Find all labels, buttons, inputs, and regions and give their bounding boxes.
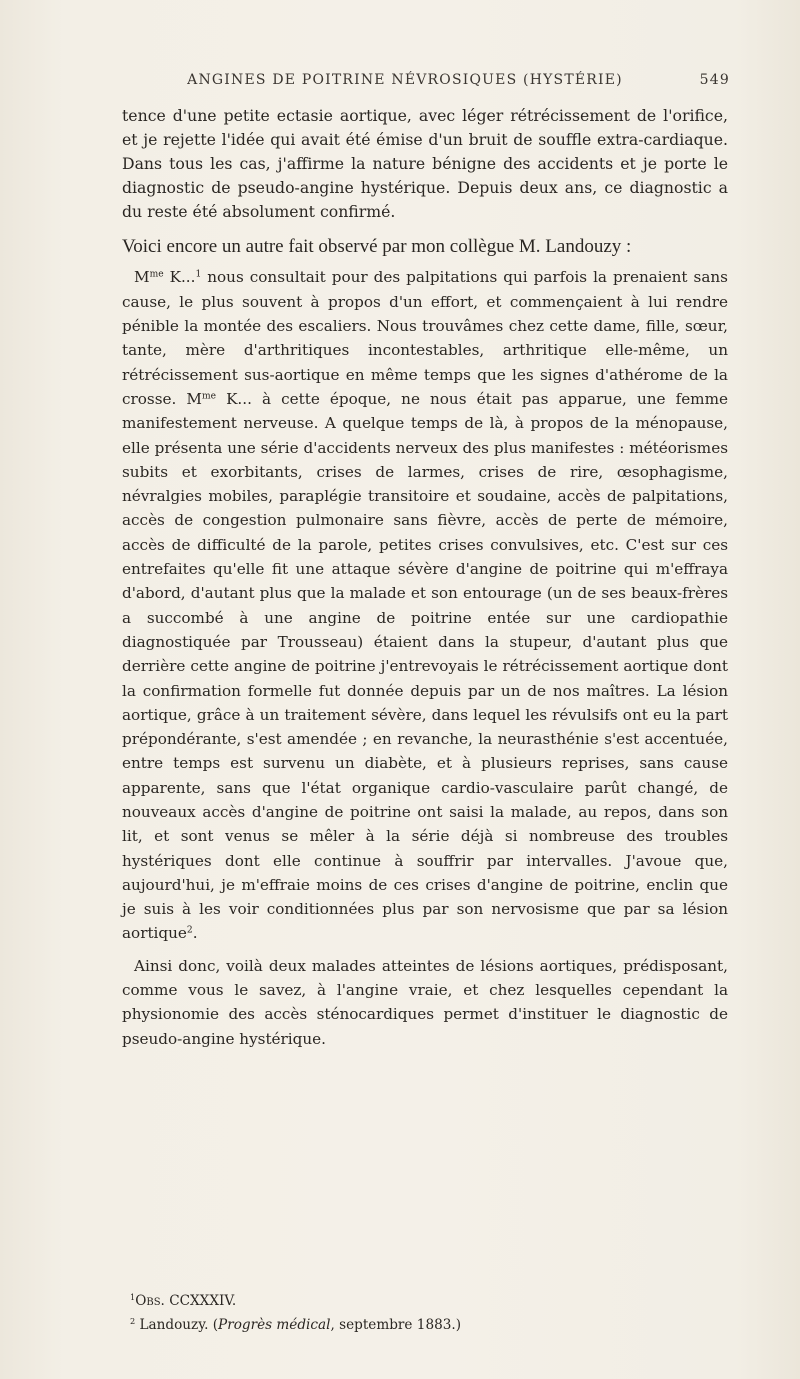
observation-text-1: nous consultait pour des palpitations qui parfois la prenaient sans cause, le plus souvent à propos d'un effort, et commençaient à lui rendre pénible la montée des escaliers. Nous trouvâmes chez cette dame, fille, sœur, tante, mère d'arthritiques incontestables, arthritique elle-même, un rétrécissement sus-aortique en même temps que les signes d'athérome de la crosse. M: [122, 268, 728, 408]
footnote-2-journal: Progrès médical: [218, 1317, 331, 1333]
footnote-2: [130, 1315, 720, 1336]
honorific: M: [134, 268, 150, 287]
footnote-2-mark: 2: [130, 1316, 136, 1327]
footnote-2-author: Landouzy. (: [139, 1317, 219, 1333]
footnote-1-mark: 1: [130, 1292, 136, 1303]
paragraph-intro-observation: Voici encore un autre fait observé par mon collègue M. Landouzy :: [122, 236, 632, 258]
honorific-superscript-2: me: [201, 391, 216, 402]
main-text: [122, 104, 728, 1051]
footnote-ref-2[interactable]: 2: [186, 926, 193, 937]
footnotes: [130, 1291, 720, 1336]
footnote-ref-1[interactable]: 1: [195, 270, 202, 280]
observation-text-2: K... à cette époque, ne nous était pas apparue, une femme manifestement nerveuse. A quelque temps de là, à propos de la ménopause, elle présenta une série d'accidents nerveux des plus manifestes : météorismes subits et exorbitants, crises de larmes, crises de rire, œsophagisme, névralgies mobiles, paraplégie transitoire et soudaine, accès de palpitations, accès de congestion pulmonaire sans fièvre, accès de perte de mémoire, accès de difficulté de la parole, petites crises convulsives, etc. C'est sur ces entrefaites qu'elle fit une attaque sévère d'angine de poitrine qui m'effraya d'abord, d'autant plus que la malade et son entourage (un de ses beaux-frères a succombé à une angine de poitrine entée sur une cardiopathie diagnostiquée par Trousseau) étaient dans la stupeur, d'autant plus que derrière cette angine de poitrine j'entrevoyais le rétrécissement aortique dont la confirmation formelle fut donnée depuis par un de nos maîtres. La lésion aortique, grâce à un traitement sévère, dans lequel les révulsifs ont eu la part prépondérante, s'est amendée ; en revanche, la neurasthénie s'est accentuée, entre temps est survenu un diabète, et à plusieurs reprises, sans cause apparente, sans que l'état organique cardio-vasculaire parût changé, de nouveaux accès d'angine de poitrine ont saisi la malade, au repos, dans son lit, et sont venus se mêler à la série déjà si nombreuse des troubles hystériques dont elle continue à souffrir par intervalles. J'avoue que, aujourd'hui, je m'effraie moins de ces crises d'angine de poitrine, enclin que je suis à les voir conditionnées plus par son nervosisme que par sa lésion aortique: [122, 389, 728, 943]
patient-name: K...: [163, 268, 196, 287]
running-title: ANGINES DE POITRINE NÉVROSIQUES (HYSTÉRIE): [187, 72, 623, 88]
paragraph-conclusion: Ainsi donc, voilà deux malades atteintes de lésions aortiques, prédisposant, comme vous le savez, à l'angine vraie, et chez lesquelles cependant la physionomie des accès sténocardiques permet d'instituer le diagnostic de pseudo-angine hystérique.: [122, 956, 728, 1048]
paragraph-observation: [122, 265, 728, 945]
footnote-1-text: Obs. CCXXXIV.: [135, 1293, 237, 1309]
footnote-1: [130, 1291, 720, 1312]
page-number: 549: [699, 72, 730, 88]
honorific-superscript: me: [149, 270, 164, 280]
footnote-2-rest: , septembre 1883.): [330, 1317, 462, 1333]
paragraph-continuation: tence d'une petite ectasie aortique, avec léger rétrécissement de l'orifice, et je rejette l'idée qui avait été émise d'un bruit de souffle extra-cardiaque. Dans tous les cas, j'affirme la nature bénigne des accidents et je porte le diagnostic de pseudo-angine hystérique. Depuis deux ans, ce diagnostic a du reste été absolument confirmé.: [122, 106, 728, 222]
observation-end: .: [192, 924, 198, 943]
